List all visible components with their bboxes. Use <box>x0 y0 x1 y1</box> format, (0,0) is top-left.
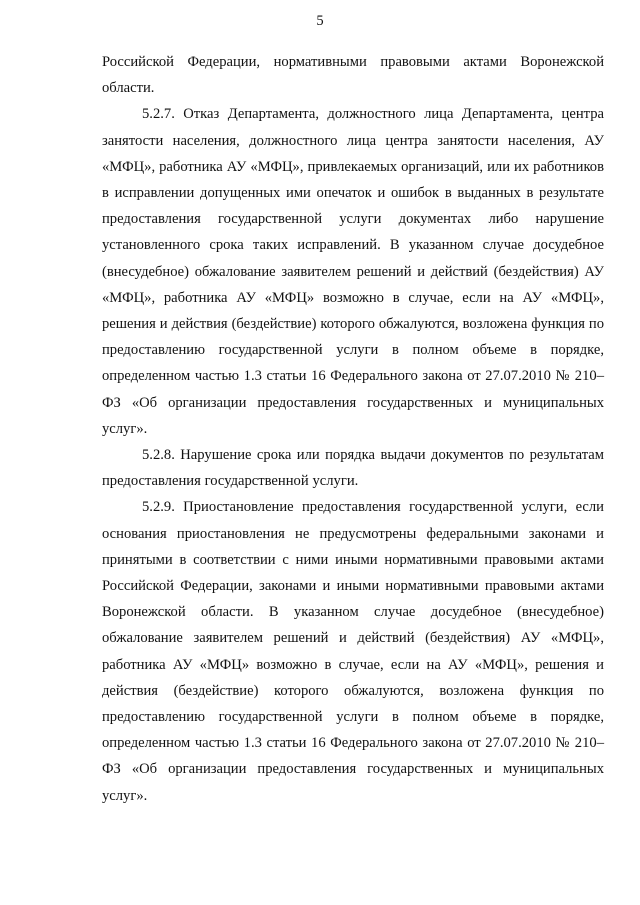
paragraph-5-2-8: 5.2.8. Нарушение срока или порядка выдачи документов по результатам предоставления государственной услуги. <box>102 447 604 490</box>
paragraph-continuation: Российской Федерации, нормативными правовыми актами Воронежской области. <box>102 54 604 97</box>
paragraph-5-2-7: 5.2.7. Отказ Департамента, должностного лица Департамента, центра занятости населения, должностного лица центра занятости населения, АУ «МФЦ», работника АУ «МФЦ», привлекаемых организаций, или их работников в исправлении допущенных ими опечаток и ошибок в выданных в результате предоставления государственной услуги документах либо нарушение установленного срока таких исправлений. В указанном случае досудебное (внесудебное) обжалование заявителем решений и действий (бездействия) АУ «МФЦ», работника АУ «МФЦ» возможно в случае, если на АУ «МФЦ», решения и действия (бездействие) которого обжалуются, возложена функция по предоставлению государственной услуги в полном объеме в порядке, определенном частью 1.3 статьи 16 Федерального закона от 27.07.2010 № 210–ФЗ «Об организации предоставления государственных и муниципальных услуг». <box>102 106 604 437</box>
document-body <box>102 49 604 809</box>
paragraph-5-2-9: 5.2.9. Приостановление предоставления государственной услуги, если основания приостановления не предусмотрены федеральными законами и принятыми в соответствии с ними иными нормативными правовыми актами Российской Федерации, законами и иными нормативными правовыми актами Воронежской области. В указанном случае досудебное (внесудебное) обжалование заявителем решений и действий (бездействия) АУ «МФЦ», работника АУ «МФЦ» возможно в случае, если на АУ «МФЦ», решения и действия (бездействие) которого обжалуются, возложена функция по предоставлению государственной услуги в полном объеме в порядке, определенном частью 1.3 статьи 16 Федерального закона от 27.07.2010 № 210–ФЗ «Об организации предоставления государственных и муниципальных услуг». <box>102 499 604 804</box>
page-number: 5 <box>316 13 324 29</box>
